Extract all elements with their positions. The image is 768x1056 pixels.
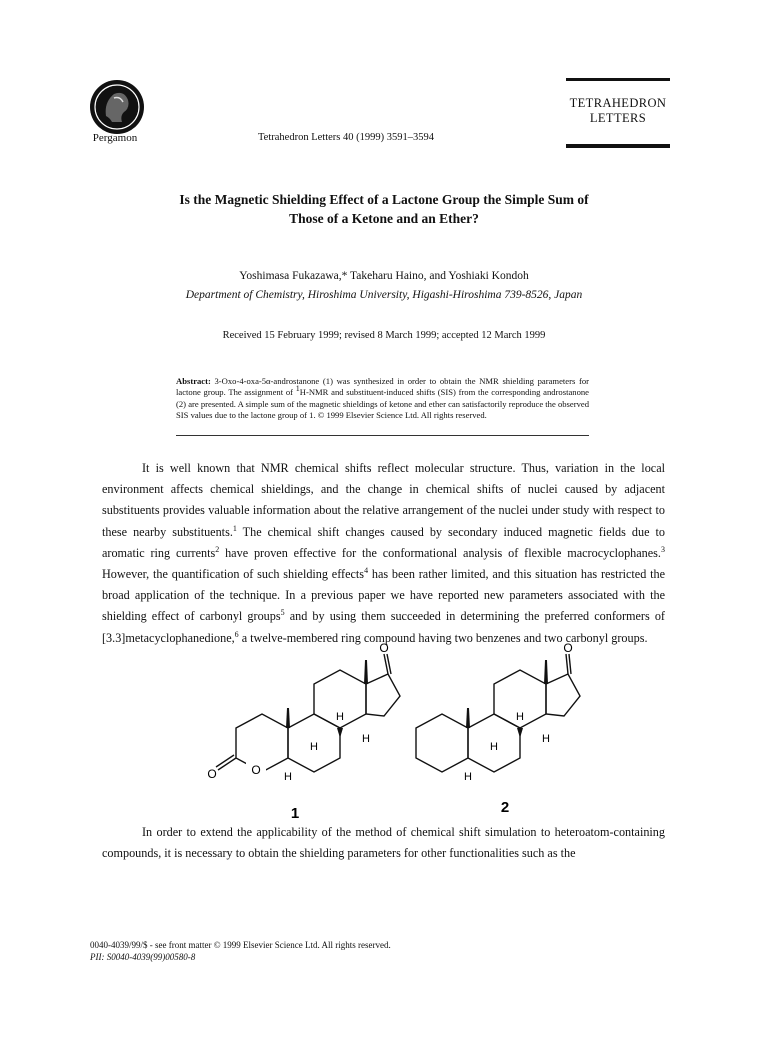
p1-segment: The chemical shift changes caused by secondary induced magnetic fields due to aromatic ring currents	[102, 524, 665, 560]
abstract-label: Abstract:	[176, 376, 211, 386]
abstract-divider	[176, 435, 589, 436]
journal-name-line2: LETTERS	[589, 111, 647, 125]
citation-4: 4	[364, 565, 369, 575]
compound-2-H2: H	[516, 711, 524, 723]
compound-1-H1: H	[310, 741, 318, 753]
citation-3: 3	[660, 544, 665, 554]
compound-2-H3: H	[542, 733, 550, 745]
compound-2-H1: H	[490, 741, 498, 753]
p1-segment: have proven effective for the conformational analysis of flexible macrocyclophanes.	[219, 545, 661, 560]
compound-2-wedges	[466, 660, 548, 738]
journal-reference: Tetrahedron Letters 40 (1999) 3591–3594	[258, 132, 434, 143]
abstract-sup: 1	[295, 384, 300, 394]
pii-line: PII: S0040-4039(99)00580-8	[90, 951, 196, 962]
header-rule-top	[566, 78, 670, 81]
compound-2-H4: H	[464, 771, 472, 783]
compound-1-ketone-O: O	[379, 641, 389, 655]
body-paragraph-2: In order to extend the applicability of the method of chemical shift simulation to heteroatom-containing compounds, it is necessary to obtain the shielding parameters for other functionalities such as the	[102, 825, 665, 861]
abstract-text-b: H-NMR and substituent-induced shifts (SIS) from the corresponding androstanone (2) are presented. A simple sum of the magnetic shieldings of ketone and ether can satisfactorily reproduce the observed SIS values due to the lactone group of 1. © 1999 Elsevier Science Ltd. All rights reserved.	[176, 387, 589, 420]
article-title	[120, 190, 648, 228]
title-line1: Is the Magnetic Shielding Effect of a Lactone Group the Simple Sum of	[179, 192, 589, 207]
citation-5: 5	[280, 608, 285, 618]
compound-1-structure	[216, 654, 400, 772]
citation-2: 2	[215, 544, 220, 554]
abstract	[176, 376, 589, 421]
authors: Yoshimasa Fukazawa,* Takeharu Haino, and Yoshiaki Kondoh	[239, 270, 529, 282]
journal-name-line1: TETRAHEDRON	[569, 96, 667, 110]
affiliation: Department of Chemistry, Hiroshima University, Higashi-Hiroshima 739-8526, Japan	[185, 289, 583, 301]
compound-2-structure	[416, 654, 580, 772]
footer	[90, 940, 391, 963]
p1-segment: However, the quantification of such shielding effects	[102, 567, 365, 582]
p1-segment: It is well known that NMR chemical shifts reflect molecular structure. Thus, variation in the local environment affects chemical shieldings, and the change in chemical shifts of nuclei caused by adjacent substituents provides valuable information about the relative arrangement of the nuclei under study with respect to these nearby substituents.	[102, 461, 665, 539]
compound-1-label: 1	[290, 805, 300, 820]
compound-1-ring-O: O	[251, 763, 261, 777]
body-paragraph-1	[102, 458, 665, 649]
compound-1-H3: H	[362, 733, 370, 745]
structures-figure	[190, 640, 610, 820]
publisher-logo	[86, 78, 148, 140]
title-line2: Those of a Ketone and an Ether?	[289, 211, 479, 226]
p1-segment: a twelve-membered ring compound having two benzenes and two carbonyl groups.	[238, 630, 648, 645]
copyright-line: 0040-4039/99/$ - see front matter © 1999 Elsevier Science Ltd. All rights reserved.	[90, 940, 391, 950]
compound-1-H4: H	[284, 771, 292, 783]
compound-1-carbonyl-O: O	[207, 767, 217, 781]
p1-segment: has been rather limited, and this situation has restricted the broad application of the technique. In a previous paper we have reported new parameters associated with the shielding effect of carbonyl groups	[102, 567, 666, 624]
publisher-name: Pergamon	[92, 132, 138, 144]
abstract-text-a: 3-Oxo-4-oxa-5α-androstanone (1) was synthesized in order to obtain the NMR shielding parameters for lactone group. The assignment of	[176, 376, 589, 398]
header-rule-bottom	[566, 144, 670, 148]
compound-1-H2: H	[336, 711, 344, 723]
citation-1: 1	[232, 523, 237, 533]
citation-6: 6	[234, 629, 239, 639]
compound-1-wedges	[286, 660, 368, 738]
p1-segment: and by using them succeeded in determining the preferred conformers of [3.3]metacyclophanedione,	[102, 609, 665, 645]
compound-2-label: 2	[500, 799, 510, 816]
journal-name	[560, 96, 676, 126]
received-dates: Received 15 February 1999; revised 8 March 1999; accepted 12 March 1999	[222, 330, 546, 341]
compound-2-ketone-O: O	[563, 641, 573, 655]
